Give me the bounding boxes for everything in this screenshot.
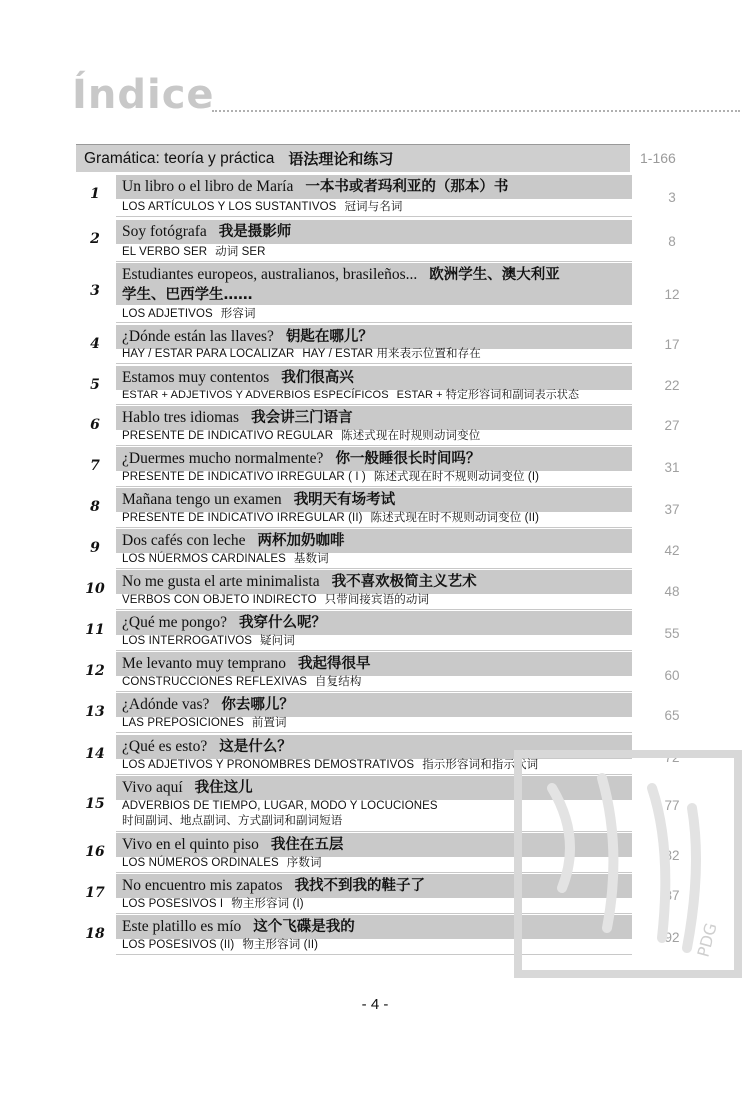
lesson-subtitle-es: LOS ADJETIVOS Y PRONOMBRES DEMOSTRATIVOS [122,759,415,771]
lesson-subtitle [122,307,632,322]
lesson-title-zh: 你去哪儿？ [221,697,294,713]
lesson-subtitle-zh: 陈述式现在时规则动词变位 [341,430,481,442]
lesson-title [116,611,632,635]
lesson-title-es: Vivo en el quinto piso [122,836,259,853]
lesson-number: 13 [85,704,105,720]
lesson-page: 37 [664,502,680,517]
lesson-subtitle [122,634,632,649]
lesson-subtitle-es: LAS PREPOSICIONES [122,717,244,729]
lesson-subtitle-es: VERBOS CON OBJETO INDIRECTO [122,594,317,606]
lesson-title-zh-cont: 学生、巴西学生…… [122,287,253,303]
toc-entry [76,220,632,260]
lesson-subtitle [122,429,632,444]
lesson-subtitle-zh: 时间副词、地点副词、方式副词和副词短语 [122,815,343,827]
lesson-title-zh: 我们很高兴 [281,370,354,386]
lesson-subtitle [122,470,632,485]
entry-divider [116,732,632,733]
lesson-title [116,406,632,430]
lesson-number: 12 [85,663,105,679]
toc-entry [76,406,632,446]
lesson-page: 72 [664,750,680,765]
lesson-subtitle-zh: 物主形容词 (I) [231,898,304,910]
lesson-number: 3 [90,283,100,299]
lesson-title-es: Hablo tres idiomas [122,409,240,426]
lesson-subtitle [122,347,632,362]
lesson-title-zh: 这个飞碟是我的 [253,919,355,935]
lesson-subtitle [122,388,632,403]
lesson-title-zh: 你一般睡很长时间吗？ [335,451,481,467]
entry-divider [116,216,632,217]
lesson-page: 55 [664,626,680,641]
lesson-subtitle-es: LOS POSESIVOS (II) [122,939,235,951]
title-dotted-rule [212,110,740,112]
lesson-title [116,366,632,390]
lesson-page: 31 [664,460,680,475]
lesson-title-es: Vivo aquí [122,779,183,796]
lesson-title [116,693,632,717]
lesson-title-zh: 两杯加奶咖啡 [257,533,345,549]
lesson-subtitle-zh: HAY / ESTAR 用来表示位置和存在 [302,348,481,360]
lesson-page: 27 [664,418,680,433]
lesson-title-es: ¿Qué es esto? [122,738,208,755]
lesson-page: 17 [664,337,680,352]
lesson-title-zh: 我不喜欢极简主义艺术 [331,574,477,590]
lesson-subtitle-zh: 序数词 [286,857,322,869]
lesson-subtitle [122,245,632,260]
entry-divider [116,404,632,405]
library-stamp-watermark [512,748,744,980]
lesson-page: 65 [664,708,680,723]
toc-entry [76,366,632,406]
lesson-number: 4 [90,336,100,352]
lesson-title-zh: 我穿什么呢？ [239,615,327,631]
page-title: Índice [72,72,215,118]
lesson-title-es: ¿Adónde vas? [122,696,210,713]
section-title-zh: 语法理论和练习 [288,150,394,168]
lesson-number: 16 [85,844,105,860]
lesson-page: 82 [664,848,680,863]
entry-divider [116,527,632,528]
lesson-page: 92 [664,930,680,945]
lesson-title-es: ¿Duermes mucho normalmente? [122,450,324,467]
entry-divider [116,363,632,364]
lesson-subtitle-zh: 冠词与名词 [344,201,403,213]
toc-entry [76,447,632,487]
entry-divider [116,486,632,487]
lesson-number: 17 [85,885,105,901]
lesson-page: 22 [664,378,680,393]
lesson-title-es: Estamos muy contentos [122,369,270,386]
lesson-subtitle-es: PRESENTE DE INDICATIVO IRREGULAR ( I ) [122,471,366,483]
section-title-es: Gramática: teoría y práctica [84,149,275,167]
entry-divider [116,322,632,323]
lesson-subtitle-es: PRESENTE DE INDICATIVO REGULAR [122,430,334,442]
entry-divider [116,568,632,569]
lesson-number: 5 [90,377,100,393]
lesson-subtitle-zh: 陈述式现在时不规则动词变位 (I) [373,471,540,483]
entry-divider [116,650,632,651]
lesson-subtitle [122,200,632,215]
toc-entry [76,488,632,528]
lesson-number: 2 [90,231,100,247]
lesson-subtitle-zh: 动词 SER [215,246,266,258]
lesson-subtitle-es: HAY / ESTAR PARA LOCALIZAR [122,348,295,360]
entry-divider [116,445,632,446]
lesson-title [116,652,632,676]
lesson-title-es: Este platillo es mío [122,918,242,935]
lesson-subtitle-es: EL VERBO SER [122,246,208,258]
lesson-title [116,570,632,594]
lesson-title [116,175,632,199]
lesson-title [116,325,632,349]
lesson-title-es: ¿Qué me pongo? [122,614,228,631]
lesson-subtitle-es: LOS POSESIVOS I [122,898,224,910]
lesson-subtitle-zh: 陈述式现在时不规则动词变位 (II) [370,512,540,524]
lesson-title-es: Dos cafés con leche [122,532,246,549]
lesson-title-zh: 我起得很早 [298,656,371,672]
stamp-glyph-strokes [552,778,696,948]
lesson-title-es: Mañana tengo un examen [122,491,282,508]
page-number-footer: - 4 - [361,996,389,1013]
lesson-page: 3 [668,190,676,205]
lesson-title-es: ¿Dónde están las llaves? [122,328,274,345]
lesson-number: 9 [90,540,100,556]
lesson-subtitle-es: LOS ARTÍCULOS Y LOS SUSTANTIVOS [122,201,337,213]
lesson-title [116,220,632,244]
lesson-number: 11 [85,622,105,638]
lesson-subtitle-es: PRESENTE DE INDICATIVO IRREGULAR (II) [122,512,363,524]
lesson-subtitle-zh: 形容词 [220,308,256,320]
lesson-subtitle [122,511,632,526]
lesson-title-es: Soy fotógrafa [122,223,207,240]
lesson-page: 60 [664,668,680,683]
lesson-subtitle-zh: 指示形容词和指示代词 [422,759,539,771]
toc-entry [76,652,632,692]
lesson-subtitle [122,716,632,731]
lesson-subtitle-es: ESTAR + ADJETIVOS Y ADVERBIOS ESPECÍFICOS [122,389,389,401]
lesson-title-zh: 我住这儿 [194,780,253,796]
entry-divider [116,691,632,692]
lesson-title [116,529,632,553]
entry-divider [116,609,632,610]
lesson-subtitle-es: CONSTRUCCIONES REFLEXIVAS [122,676,308,688]
lesson-title-zh: 我会讲三门语言 [251,410,353,426]
lesson-title-zh: 钥匙在哪儿？ [285,329,373,345]
lesson-title [116,447,632,471]
lesson-subtitle-zh: 疑问词 [260,635,295,647]
entry-divider [116,261,632,262]
lesson-title [116,488,632,512]
lesson-title-zh: 我明天有场考试 [293,492,396,508]
lesson-title-zh: 我是摄影师 [218,224,292,240]
lesson-subtitle-zh: 自复结构 [315,676,362,688]
toc-entry [76,570,632,610]
lesson-number: 15 [85,796,105,812]
toc-entry [76,263,632,321]
lesson-subtitle-zh: 基数词 [293,553,329,565]
lesson-subtitle [122,552,632,567]
lesson-number: 6 [90,417,100,433]
lesson-subtitle-zh: 只带间接宾语的动词 [324,594,430,606]
lesson-subtitle-zh: ESTAR + 特定形容词和副词表示状态 [396,389,580,401]
toc-entry [76,325,632,365]
lesson-title-es: Estudiantes europeos, australianos, brasileños... [122,266,418,283]
lesson-title-es: Un libro o el libro de María [122,178,294,195]
toc-entry [76,175,632,215]
lesson-title-zh: 这是什么？ [219,739,292,755]
toc-entry [76,611,632,651]
lesson-page: 8 [668,234,676,249]
toc-entry [76,529,632,569]
lesson-title-zh: 我找不到我的鞋子了 [294,878,426,894]
lesson-number: 14 [85,746,105,762]
lesson-subtitle-es: LOS INTERROGATIVOS [122,635,253,647]
lesson-number: 1 [90,186,100,202]
lesson-page: 77 [664,798,680,813]
lesson-number: 8 [90,499,100,515]
lesson-page: 87 [664,888,680,903]
stamp-label: PDG [693,920,721,960]
lesson-subtitle [122,593,632,608]
lesson-title-es: No encuentro mis zapatos [122,877,283,894]
lesson-subtitle-es: LOS NÚERMOS CARDINALES [122,553,286,565]
lesson-page: 48 [664,584,680,599]
lesson-title-zh: 欧洲学生、澳大利亚 [429,267,560,283]
lesson-title [116,263,632,305]
lesson-title-zh: 一本书或者玛利亚的（那本）书 [305,179,509,195]
lesson-subtitle [122,675,632,690]
lesson-subtitle-es: LOS ADJETIVOS [122,308,213,320]
lesson-page: 42 [664,543,680,558]
lesson-subtitle-zh: 物主形容词 (II) [242,939,319,951]
toc-entry [76,693,632,733]
lesson-subtitle-es: ADVERBIOS DE TIEMPO, LUGAR, MODO Y LOCUCIONES [122,800,438,812]
lesson-title-zh: 我住在五层 [270,837,344,853]
lesson-number: 10 [85,581,105,597]
lesson-title-es: No me gusta el arte minimalista [122,573,320,590]
lesson-subtitle-zh: 前置词 [251,717,287,729]
lesson-number: 7 [90,458,100,474]
lesson-number: 18 [85,926,105,942]
section-page-range: 1-166 [640,150,676,166]
lesson-page: 12 [664,287,680,302]
lesson-subtitle-es: LOS NÚMEROS ORDINALES [122,857,279,869]
section-header [76,144,630,172]
lesson-title-es: Me levanto muy temprano [122,655,286,672]
